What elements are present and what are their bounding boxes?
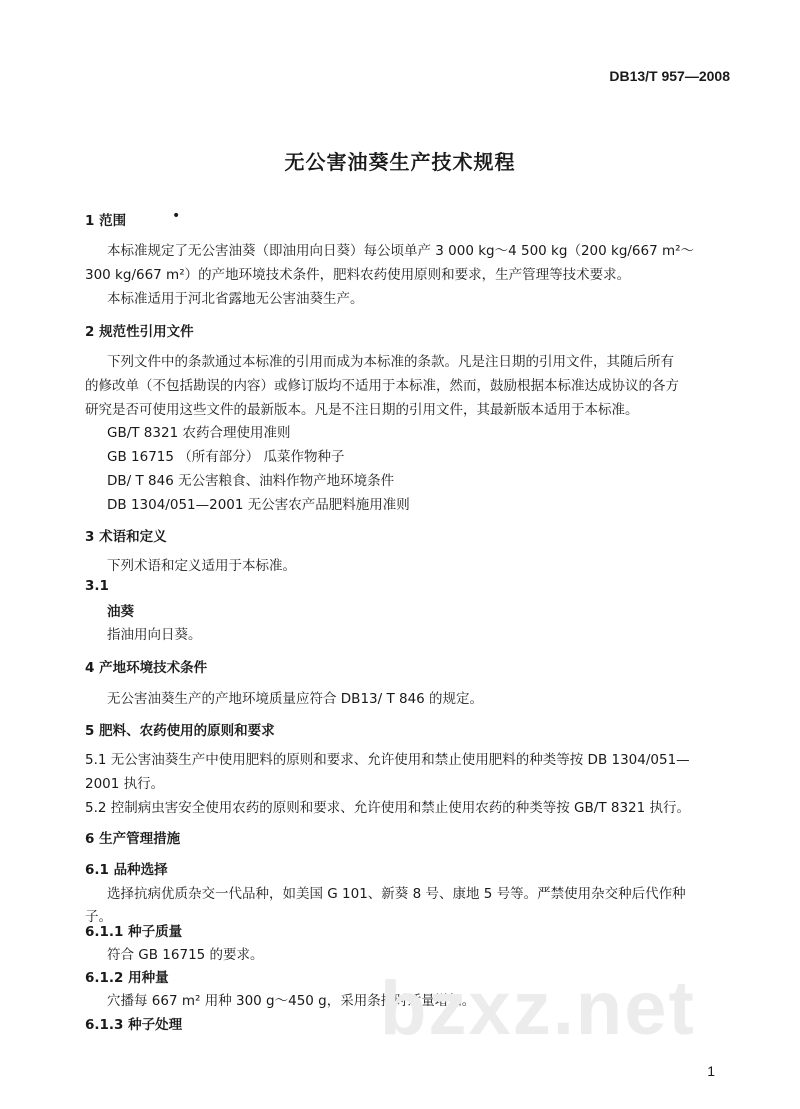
reference-item: DB/ T 846 无公害粮食、油料作物产地环境条件 xyxy=(107,473,395,489)
s1-p1-line2: 300 kg/667 m²）的产地环境技术条件，肥料农药使用原则和要求，生产管理等技术要求。 xyxy=(85,267,631,283)
s1-p2: 本标准适用于河北省露地无公害油葵生产。 xyxy=(107,291,364,307)
section-6-heading: 6 生产管理措施 xyxy=(85,831,181,847)
clause-6-1-1-text: 符合 GB 16715 的要求。 xyxy=(107,947,264,963)
document-title: 无公害油葵生产技术规程 xyxy=(284,150,516,174)
section-4-heading: 4 产地环境技术条件 xyxy=(85,660,208,676)
watermark: bzxz.net xyxy=(380,966,696,1051)
s4-p1: 无公害油葵生产的产地环境质量应符合 DB13/ T 846 的规定。 xyxy=(107,691,484,707)
section-2-heading: 2 规范性引用文件 xyxy=(85,324,194,340)
s2-p1-line2: 的修改单（不包括勘误的内容）或修订版均不适用于本标准，然而，鼓励根据本标准达成协议的各方 xyxy=(85,378,679,394)
clause-6-1: 6.1 品种选择 xyxy=(85,862,168,878)
s1-p1-line1: 本标准规定了无公害油葵（即油用向日葵）每公顷单产 3 000 kg～4 500 kg（200 kg/667 m²～ xyxy=(107,243,695,259)
s3-p1: 下列术语和定义适用于本标准。 xyxy=(107,558,296,574)
section-3-heading: 3 术语和定义 xyxy=(85,529,167,545)
clause-5-1-line2: 2001 执行。 xyxy=(85,776,165,792)
term-name: 油葵 xyxy=(107,604,134,620)
s2-p1-line1: 下列文件中的条款通过本标准的引用而成为本标准的条款。凡是注日期的引用文件，其随后所有 xyxy=(107,354,674,370)
page-number: 1 xyxy=(707,1063,715,1079)
stray-mark: • xyxy=(172,208,181,224)
reference-item: DB 1304/051—2001 无公害农产品肥料施用准则 xyxy=(107,497,410,513)
reference-item: GB 16715 （所有部分） 瓜菜作物种子 xyxy=(107,449,345,465)
clause-6-1-text-line2: 子。 xyxy=(85,909,112,925)
clause-6-1-2-text: 穴播每 667 m² 用种 300 g～450 g，采用条播时适量增加。 xyxy=(107,993,476,1009)
s2-p1-line3: 研究是否可使用这些文件的最新版本。凡是不注日期的引用文件，其最新版本适用于本标准。 xyxy=(85,402,639,418)
standard-code: DB13/T 957—2008 xyxy=(609,68,730,84)
clause-6-1-1: 6.1.1 种子质量 xyxy=(85,924,183,940)
clause-5-1-line1: 5.1 无公害油葵生产中使用肥料的原则和要求、允许使用和禁止使用肥料的种类等按 DB 1304/051— xyxy=(85,752,690,768)
term-definition: 指油用向日葵。 xyxy=(107,627,202,643)
section-5-heading: 5 肥料、农药使用的原则和要求 xyxy=(85,723,275,739)
clause-6-1-3: 6.1.3 种子处理 xyxy=(85,1017,183,1033)
clause-3-1-number: 3.1 xyxy=(85,578,109,594)
reference-item: GB/T 8321 农药合理使用准则 xyxy=(107,425,291,441)
clause-6-1-text-line1: 选择抗病优质杂交一代品种，如美国 G 101、新葵 8 号、康地 5 号等。严禁使用杂交种后代作种 xyxy=(107,886,686,902)
clause-5-2: 5.2 控制病虫害安全使用农药的原则和要求、允许使用和禁止使用农药的种类等按 GB/T 8321 执行。 xyxy=(85,800,691,816)
clause-6-1-2: 6.1.2 用种量 xyxy=(85,970,169,986)
section-1-heading: 1 范围 xyxy=(85,213,127,229)
